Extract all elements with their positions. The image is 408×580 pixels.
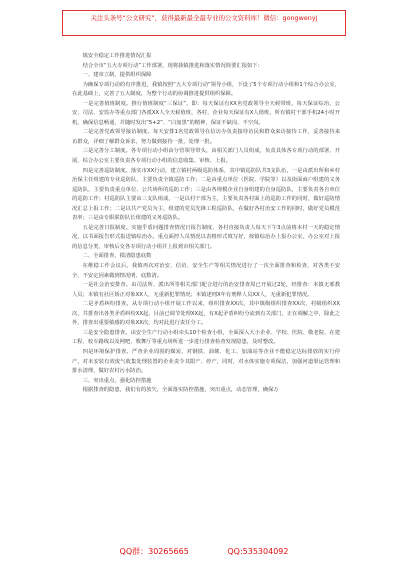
doc-paragraph: 为确保专项行动的有序推进，我镇按照“五大专项行动”领导小组，下设了5个专项行动小组和1个综合办公室，在此基础上，完善了五大制度，为整个行动的协调推进提供组织保障。 [72, 81, 340, 98]
top-banner [62, 10, 346, 36]
doc-paragraph: 根据排查的隐患，我们有的放矢，全面落实防控措施，突出重点，动态管理，确保万 [82, 387, 279, 394]
doc-paragraph: 一是完善值班制度。推行值班制度“三保证”，即：每天保证有XX名党政领导全天候带班，每天保证综治、公安、司法、安监办等重点部门各派XX人全天候值班，各村、企业每天保证有X人值班，所有镇村干部手机24小时开机，确保信息畅通，并随时发出“5+2”、“白加黑”的精神，保证不缺岗、不空岗。 [72, 100, 340, 126]
footer-qq-contact: QQ:535304092 [227, 547, 289, 556]
doc-paragraph: 在维稳工作会议后，我镇再次对治安、信访、安全生产等相关情况进行了一次全面排查和检查，对各类不安全、不安定因素做到情况明、底数清。 [72, 263, 340, 279]
footer-contact [0, 546, 408, 560]
footer-qq-group: QQ群：30265665 [119, 547, 189, 556]
doc-paragraph: 三是完善分工制度。各专项行动小组由分管领导带头，由相关部门人员组成，负责具体各专项行动的部署、开展，综合办公室主要负责各专项行动小组的信息收集、审核、上报。 [72, 148, 340, 165]
doc-paragraph: 结合全市“五大专项行动”工作部署，现将我镇推进和落实情况简要汇报如下： [82, 62, 263, 69]
doc-paragraph: 三是安全隐患排查。由安全生产行动小组牵头10个检查小组，全面深入大小企业、学校、医院、敬老院、在建工程、校车路线以及网吧、歌舞厅等重点场所进一步进行排查检查发现隐患，及时整改。 [72, 329, 340, 346]
banner-line-1: 关注头条号“公文研究”，获得最新最全最专业的公文资料库！微信：gongwenyj [90, 14, 318, 22]
doc-paragraph: 二是矛盾纠纷排查。从专项行动小组开展工作以来，组织排查XX次，其中镇级组织排查XX次，村级组织XX次，共排查出各类矛盾纠纷XX起，目前已调节处理XX起，有X起矛盾纠纷分流到有关部门，正在调解之中，除此之外，排查出重要敏感的对象XX次，均对此进行责任分工。 [72, 301, 340, 327]
doc-title: 镇安全稳定工作推进情况汇报 [82, 53, 152, 59]
doc-paragraph: 五是完善日报制度。实施乎盾问题排查情况日报告制度，各村直接负责人每天下午3点前将本村一天的稳定情况，以书面报告形式报送镇综治办。重点面控人员情况以表格形式填写好，按镇综治办上报办公室。办公室对上报的信息分类、审核后交各专项行动小组并上报到市相关部门。 [72, 224, 340, 250]
document-body [72, 52, 340, 396]
doc-paragraph: 四是完善巡防制度。落实市XX行动，建立镇村两级巡防体系，其中镇巡防队共3支队伍，一是由派出所和乡村治保主任组建的专业巡防队，主要负责全镇巡防工作；二是由重点单位（医院、学院等）以及街面商户组建的义务巡防队，主要负责重点单位、公共场所的巡防工作；三是由各规模企业自身组建的自身巡防队，主要负责各自单位的巡防工作；村巡防队主要由三支队组成，一是以村干部为主，主要负责各村面上的巡防工作的同时，做好巡防情况汇总上报工作；二是以共产党员为主，组建的党员先锋工程巡防队，在做好各村治安工作的同时，做好党员模范表率；三是由专职联防队长组建的义务巡防队。 [72, 167, 340, 222]
doc-paragraph: 四是环境保护排查。严查企业周围的煤炭、对钢铁、油烯、化工、加油站等企业不能稳定达标排放的实行停产，对未安装有效废气收集处理装置的企业责令其限产、停产，同时，对水体实施专项保洁，加强河道渠运管理和排水清理，做好农村污水防治。 [72, 348, 340, 375]
section-heading: 三、突出重点，强化防控措施 [82, 377, 152, 384]
section-heading: 一、建章立制，提供组织保障 [82, 72, 152, 79]
section-heading: 二、全面排查，摸清隐患底数 [82, 253, 152, 260]
doc-paragraph: 一是社会治安排查。由司法所、派出所等相关部门配合进行的治安排查周已开展过2轮，经排查：本镇无邪教人员；本镇有社区矫正对象XX人，无重新犯罪情况；本镇述刑X年有刑释人员XX人，无重新犯罪情况。 [72, 282, 340, 298]
doc-paragraph: 二是完善党政领导接访制度。每天安排1名党政领导在信访办负责接待访民和群众来访接待工作，妥善接待来访群众，详细了解群众诉求，努力做到接待一批，处理一批。 [72, 129, 340, 145]
